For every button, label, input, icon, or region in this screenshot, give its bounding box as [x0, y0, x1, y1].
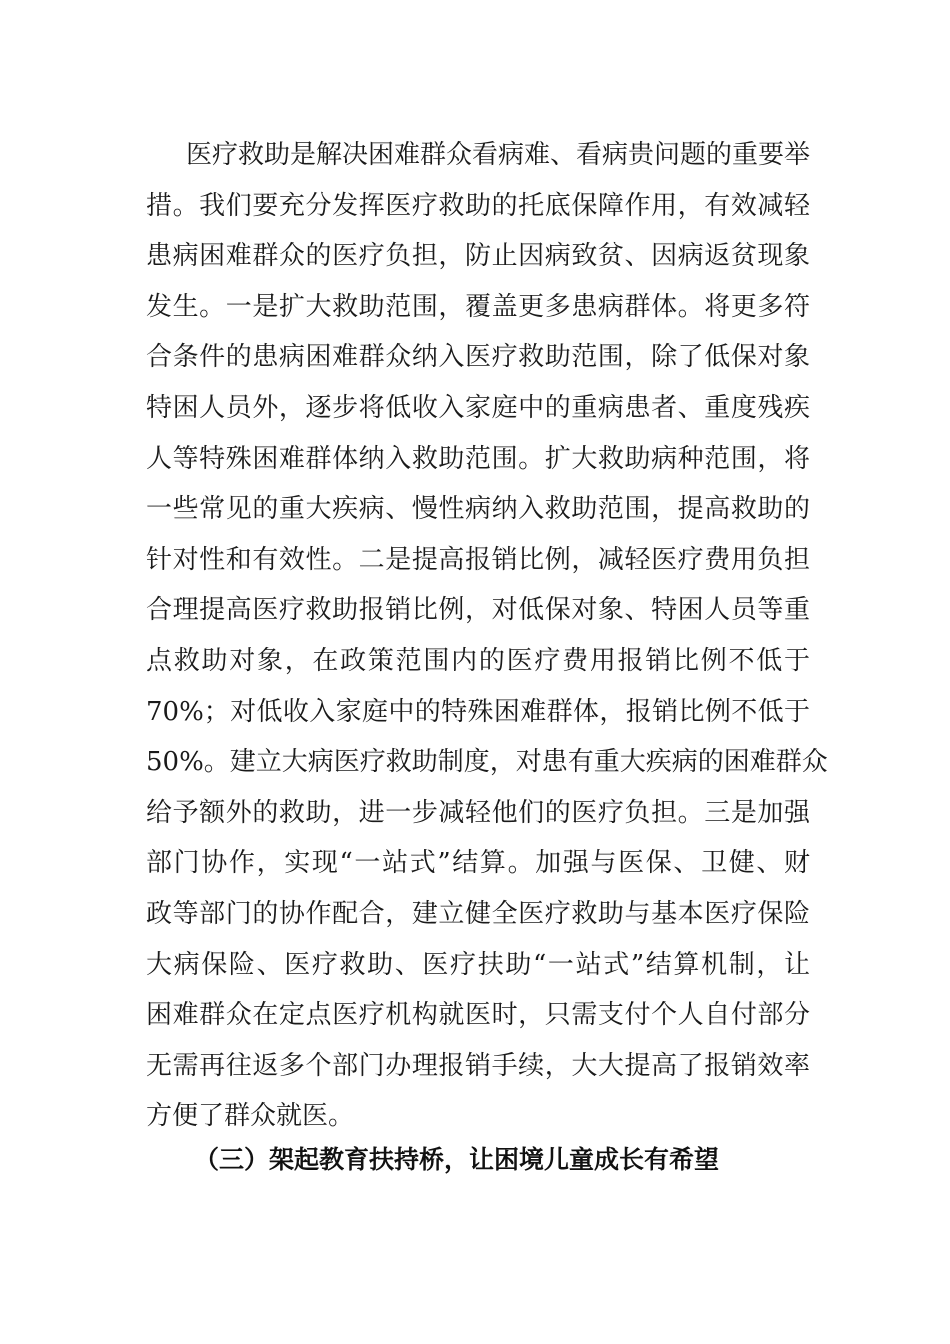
paragraph-line: 措。我们要充分发挥医疗救助的托底保障作用，有效减轻 — [146, 190, 810, 221]
paragraph-line: 特困人员外，逐步将低收入家庭中的重病患者、重度残疾 — [146, 392, 810, 423]
paragraph-line: 政等部门的协作配合，建立健全医疗救助与基本医疗保险 — [146, 898, 810, 929]
paragraph-line: 无需再往返多个部门办理报销手续，大大提高了报销效率 — [146, 1050, 810, 1081]
section-heading: （三）架起教育扶持桥，让困境儿童成长有希望 — [194, 1145, 720, 1174]
paragraph-line: 点救助对象，在政策范围内的医疗费用报销比例不低于 — [146, 645, 810, 676]
paragraph-line: 给予额外的救助，进一步减轻他们的医疗负担。三是加强 — [146, 797, 810, 828]
paragraph-line: 合条件的患病困难群众纳入医疗救助范围，除了低保对象 — [146, 342, 810, 373]
paragraph-line: 针对性和有效性。二是提高报销比例，减轻医疗费用负担 — [146, 544, 810, 575]
paragraph-line: 困难群众在定点医疗机构就医时，只需支付个人自付部分 — [146, 1000, 810, 1031]
paragraph-line: 大病保险、医疗救助、医疗扶助“一站式”结算机制，让 — [146, 949, 810, 980]
paragraph-line: 人等特殊困难群体纳入救助范围。扩大救助病种范围，将 — [146, 443, 810, 474]
paragraph-line: 发生。一是扩大救助范围，覆盖更多患病群体。将更多符 — [146, 291, 810, 322]
paragraph-line: 一些常见的重大疾病、慢性病纳入救助范围，提高救助的 — [146, 494, 810, 525]
paragraph-line: 合理提高医疗救助报销比例，对低保对象、特困人员等重 — [146, 595, 810, 626]
paragraph-line: 50%。建立大病医疗救助制度，对患有重大疾病的困难群众 — [146, 747, 828, 778]
paragraph-line: 医疗救助是解决困难群众看病难、看病贵问题的重要举 — [186, 140, 811, 170]
body-paragraph — [146, 130, 828, 1142]
paragraph-line: 患病困难群众的医疗负担，防止因病致贫、因病返贫现象 — [146, 241, 810, 272]
paragraph-line: 70%；对低收入家庭中的特殊困难群体，报销比例不低于 — [146, 696, 810, 727]
paragraph-line: 方便了群众就医。 — [146, 1101, 355, 1132]
paragraph-line: 部门协作，实现“一站式”结算。加强与医保、卫健、财 — [146, 848, 810, 879]
